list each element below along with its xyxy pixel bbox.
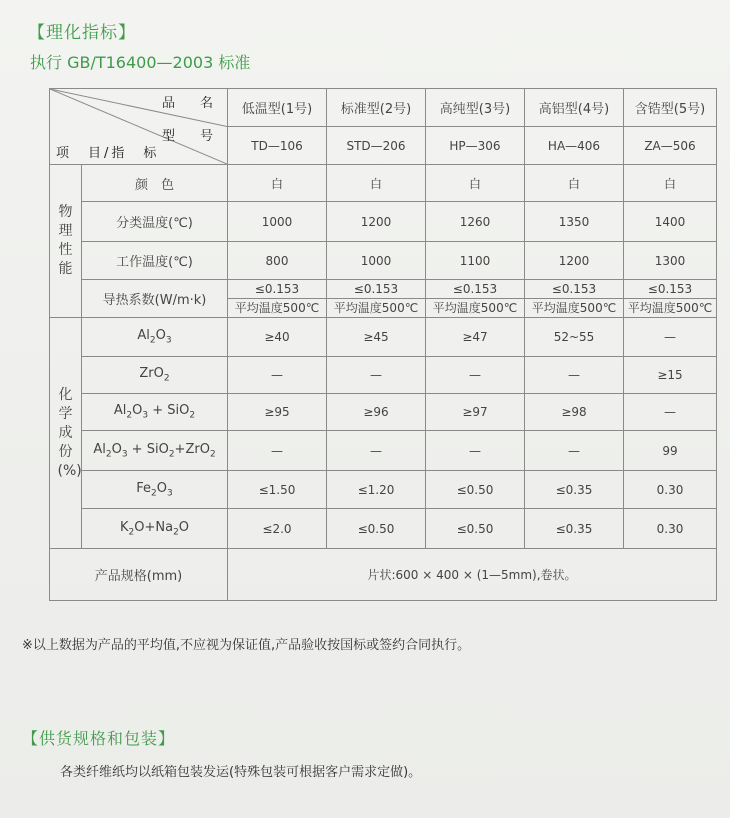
conductivity-note: 平均温度500℃ xyxy=(525,298,623,317)
spec-table xyxy=(49,88,717,601)
class-temp-value: 1350 xyxy=(525,202,624,242)
chem-value: 0.30 xyxy=(624,509,717,549)
disclaimer-note: ※以上数据为产品的平均值,不应视为保证值,产品验收按国标或签约合同执行。 xyxy=(22,638,471,653)
product-model: HP—306 xyxy=(426,127,525,165)
chem-value: ≥96 xyxy=(327,394,426,431)
product-model: HA—406 xyxy=(525,127,624,165)
chem-value: — xyxy=(525,431,624,471)
conductivity-note: 平均温度500℃ xyxy=(426,298,524,317)
chemical-group-label: 化学成份(%) xyxy=(50,318,82,549)
class-temp-value: 1260 xyxy=(426,202,525,242)
chem-value: ≤0.50 xyxy=(327,509,426,549)
chem-value: ≥97 xyxy=(426,394,525,431)
work-temp-value: 1000 xyxy=(327,242,426,280)
chem-value: 0.30 xyxy=(624,471,717,509)
conductivity-value: ≤0.153 xyxy=(452,282,498,296)
color-value: 白 xyxy=(525,165,624,202)
standard-text: 执行 GB/T16400—2003 标准 xyxy=(30,53,251,72)
chem-value: 52~55 xyxy=(525,318,624,357)
chem-value: ≥98 xyxy=(525,394,624,431)
product-name: 含锆型(5号) xyxy=(624,89,717,127)
chem-value: ≥40 xyxy=(228,318,327,357)
chem-value: ≤0.35 xyxy=(525,509,624,549)
conductivity-note: 平均温度500℃ xyxy=(327,298,425,317)
color-value: 白 xyxy=(426,165,525,202)
work-temp-value: 1100 xyxy=(426,242,525,280)
conductivity-value: ≤0.153 xyxy=(254,282,300,296)
class-temp-value: 1400 xyxy=(624,202,717,242)
chem-label: $K_2O+Na_2O$ xyxy=(82,509,228,549)
conductivity-label: 导热系数(W/m·k) xyxy=(82,280,228,318)
conductivity-note: 平均温度500℃ xyxy=(228,298,326,317)
chem-value: 99 xyxy=(624,431,717,471)
class-temp-value: 1200 xyxy=(327,202,426,242)
product-name: 高铝型(4号) xyxy=(525,89,624,127)
chem-value: ≤0.50 xyxy=(426,509,525,549)
conductivity-note: 平均温度500℃ xyxy=(624,298,716,317)
chem-value: — xyxy=(624,318,717,357)
conductivity-cell xyxy=(327,280,426,318)
conductivity-value: ≤0.153 xyxy=(551,282,597,296)
physical-group-label: 物理性能 xyxy=(50,165,82,318)
supply-text: 各类纤维纸均以纸箱包装发运(特殊包装可根据客户需求定做)。 xyxy=(60,765,422,780)
color-value: 白 xyxy=(327,165,426,202)
chem-label: $Al_2O_3 + SiO_2$ xyxy=(82,394,228,431)
color-label: 颜 色 xyxy=(82,165,228,202)
product-name: 高纯型(3号) xyxy=(426,89,525,127)
product-name: 低温型(1号) xyxy=(228,89,327,127)
header-name-label: 品 名 xyxy=(161,96,219,111)
work-temp-value: 800 xyxy=(228,242,327,280)
chem-value: — xyxy=(327,431,426,471)
chem-label: $Al_2O_3$ xyxy=(82,318,228,357)
chem-value: ≤1.50 xyxy=(228,471,327,509)
chem-value: ≥15 xyxy=(624,357,717,394)
chem-value: — xyxy=(426,357,525,394)
conductivity-cell xyxy=(525,280,624,318)
color-value: 白 xyxy=(624,165,717,202)
chem-value: — xyxy=(624,394,717,431)
work-temp-value: 1300 xyxy=(624,242,717,280)
conductivity-cell xyxy=(426,280,525,318)
chem-label: ZrO$_2$ xyxy=(82,357,228,394)
chem-value: — xyxy=(426,431,525,471)
work-temp-value: 1200 xyxy=(525,242,624,280)
product-model: TD—106 xyxy=(228,127,327,165)
section-title: 【理化指标】 xyxy=(28,23,136,43)
header-diagonal-cell xyxy=(50,89,228,165)
chem-label: $Al_2O_3 + SiO_2+ZrO_2$ xyxy=(82,431,228,471)
header-item-label: 项 目/指 标 xyxy=(56,146,160,161)
color-value: 白 xyxy=(228,165,327,202)
chem-value: ≤1.20 xyxy=(327,471,426,509)
chem-value: ≤2.0 xyxy=(228,509,327,549)
class-temp-value: 1000 xyxy=(228,202,327,242)
conductivity-value: ≤0.153 xyxy=(647,282,693,296)
work-temp-label: 工作温度(℃) xyxy=(82,242,228,280)
chem-value: ≥47 xyxy=(426,318,525,357)
chem-value: ≤0.35 xyxy=(525,471,624,509)
conductivity-cell xyxy=(624,280,717,318)
product-name: 标准型(2号) xyxy=(327,89,426,127)
chem-value: ≥45 xyxy=(327,318,426,357)
conductivity-value: ≤0.153 xyxy=(353,282,399,296)
product-model: STD—206 xyxy=(327,127,426,165)
chem-value: — xyxy=(228,431,327,471)
header-model-label: 型 号 xyxy=(161,129,219,144)
class-temp-label: 分类温度(℃) xyxy=(82,202,228,242)
conductivity-cell xyxy=(228,280,327,318)
chem-value: — xyxy=(228,357,327,394)
spec-value: 片状:600 × 400 × (1—5mm),卷状。 xyxy=(228,549,717,601)
product-model: ZA—506 xyxy=(624,127,717,165)
chem-value: ≤0.50 xyxy=(426,471,525,509)
chem-value: — xyxy=(525,357,624,394)
chem-value: — xyxy=(327,357,426,394)
chem-label: $Fe_2O_3$ xyxy=(82,471,228,509)
supply-title: 【供货规格和包装】 xyxy=(22,729,176,748)
spec-label: 产品规格(mm) xyxy=(50,549,228,601)
chem-value: ≥95 xyxy=(228,394,327,431)
